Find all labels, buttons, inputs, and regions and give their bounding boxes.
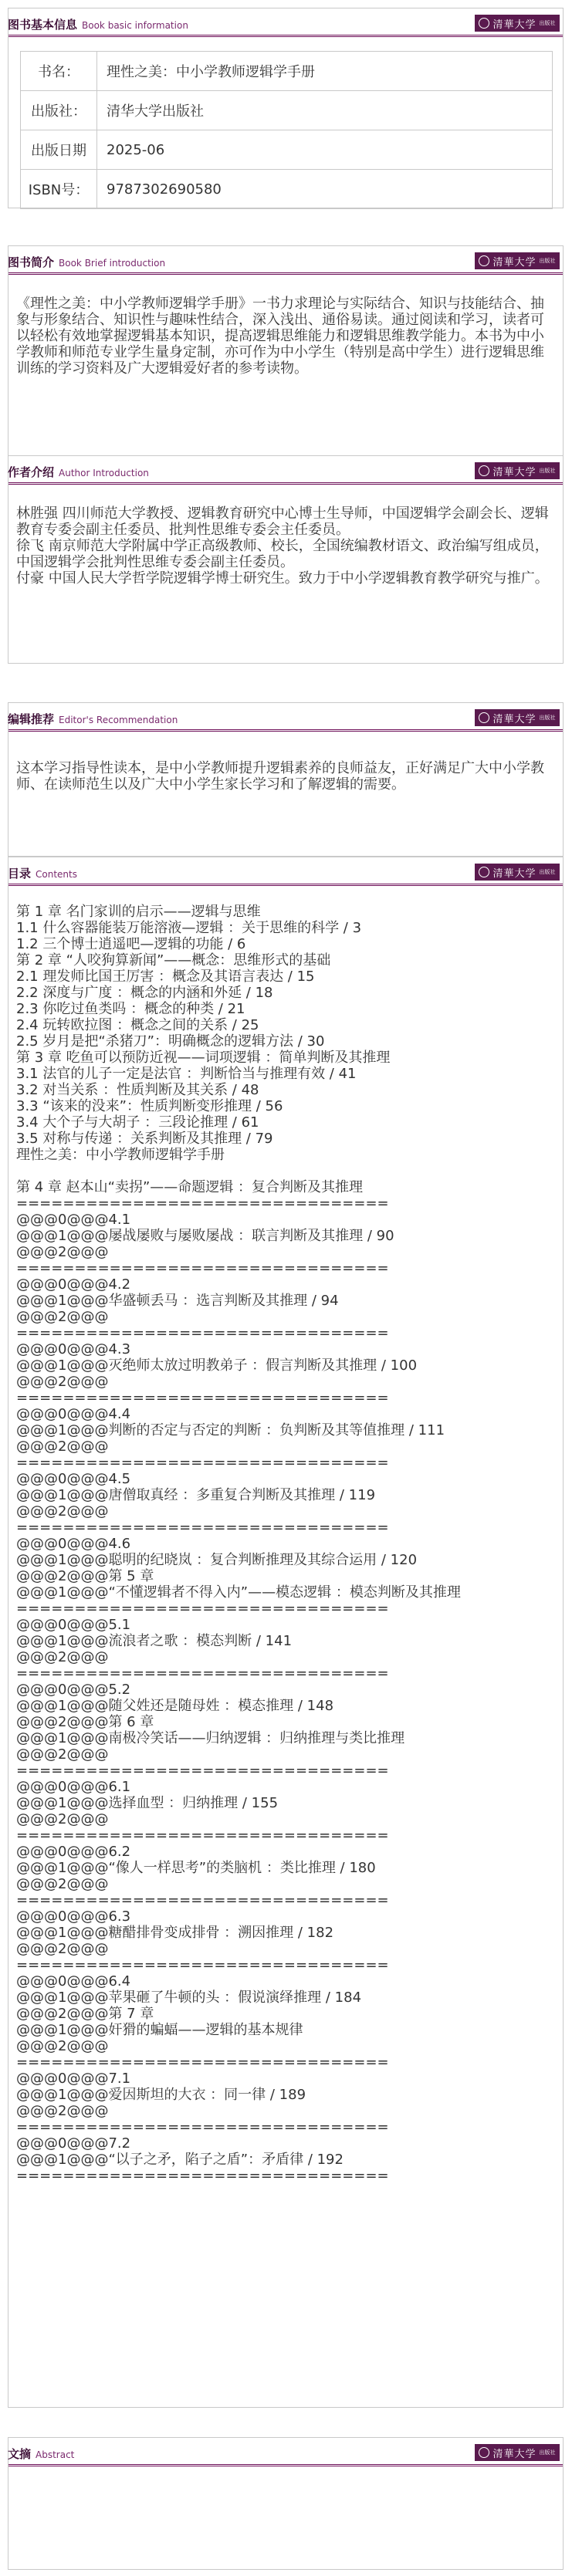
editor-section bbox=[8, 702, 564, 857]
toc-line: @@@1@@@“像人一样思考”的类脑机 ：类比推理 / 180 bbox=[16, 1860, 376, 1876]
seal-icon bbox=[479, 255, 489, 266]
toc-line: @@@0@@@4.3 bbox=[16, 1341, 131, 1357]
toc-line: 3.1 法官的儿子一定是法官 ：判断恰当与推理有效 / 41 bbox=[16, 1066, 357, 1082]
toc-line: 第 2 章 “人咬狗算新闻”——概念：思维形式的基础 bbox=[16, 952, 331, 969]
section-header bbox=[8, 703, 563, 732]
section-title-en: Author Introduction bbox=[59, 468, 149, 478]
section-title-cn: 目录 bbox=[8, 867, 32, 881]
toc-line: @@@1@@@奸猾的蝙蝠——逻辑的基本规律 bbox=[16, 2022, 303, 2038]
section-title-cn: 图书基本信息 bbox=[8, 18, 78, 32]
publisher-logo: 清華大学 出版社 bbox=[475, 864, 560, 881]
info-key: 出版社： bbox=[21, 91, 97, 130]
toc-line: ================================ bbox=[16, 1957, 389, 1973]
section-title bbox=[8, 711, 178, 727]
toc-line: ================================ bbox=[16, 1260, 389, 1276]
seal-icon bbox=[479, 712, 489, 723]
publisher-logo: 清華大学 出版社 bbox=[475, 2444, 560, 2461]
toc-line: @@@2@@@第 7 章 bbox=[16, 2006, 154, 2022]
table-row bbox=[21, 52, 553, 91]
publisher-logo: 清華大学 出版社 bbox=[475, 252, 560, 269]
toc-line: @@@2@@@第 5 章 bbox=[16, 1568, 154, 1584]
toc-line: ================================ bbox=[16, 1455, 389, 1471]
info-value: 2025-06 bbox=[97, 130, 553, 170]
toc-line: @@@1@@@“以子之矛，陷子之盾”：矛盾律 / 192 bbox=[16, 2152, 344, 2168]
toc-line: @@@0@@@6.1 bbox=[16, 1779, 131, 1795]
toc-line: ================================ bbox=[16, 1325, 389, 1341]
toc-line: @@@2@@@第 6 章 bbox=[16, 1714, 154, 1730]
toc-line: @@@1@@@爱因斯坦的大衣 ：同一律 / 189 bbox=[16, 2087, 306, 2103]
toc-line: 2.2 深度与广度 ：概念的内涵和外延 / 18 bbox=[16, 985, 273, 1001]
publisher-logo: 清華大学 出版社 bbox=[475, 462, 560, 479]
section-header bbox=[8, 8, 563, 37]
toc-line: ================================ bbox=[16, 1827, 389, 1844]
toc-line: @@@1@@@苹果砸了牛顿的头 ：假说演绎推理 / 184 bbox=[16, 1989, 362, 2006]
section-title-cn: 文摘 bbox=[8, 2447, 32, 2461]
toc-line: @@@2@@@ bbox=[16, 1941, 109, 1957]
toc-line: @@@1@@@唐僧取真经 ：多重复合判断及其推理 / 119 bbox=[16, 1487, 376, 1503]
toc-line: @@@2@@@ bbox=[16, 1811, 109, 1827]
toc-line: @@@1@@@灭绝师太放过明教弟子 ：假言判断及其推理 / 100 bbox=[16, 1357, 418, 1374]
toc-line: @@@2@@@ bbox=[16, 1649, 109, 1665]
toc-line: @@@0@@@6.2 bbox=[16, 1844, 131, 1860]
section-title-en: Book basic information bbox=[82, 20, 188, 31]
toc-line: @@@0@@@5.2 bbox=[16, 1682, 131, 1698]
toc-line: @@@0@@@4.4 bbox=[16, 1406, 131, 1422]
toc-line: @@@2@@@ bbox=[16, 1503, 109, 1520]
toc-line: 3.3 “该来的没来”：性质判断变形推理 / 56 bbox=[16, 1098, 283, 1114]
toc-line: 2.4 玩转欧拉图 ：概念之间的关系 / 25 bbox=[16, 1017, 259, 1033]
info-value: 清华大学出版社 bbox=[97, 91, 553, 130]
section-title bbox=[8, 865, 77, 881]
publisher-logo: 清華大学 出版社 bbox=[475, 709, 560, 726]
toc-line: @@@0@@@4.5 bbox=[16, 1471, 131, 1487]
toc-line: @@@2@@@ bbox=[16, 2038, 109, 2054]
section-header bbox=[8, 246, 563, 275]
basic-info-section bbox=[8, 8, 564, 208]
toc-line: 2.3 你吃过鱼类吗 ：概念的种类 / 21 bbox=[16, 1001, 245, 1017]
section-title bbox=[8, 464, 149, 480]
section-header bbox=[8, 456, 563, 485]
toc-line: @@@0@@@7.1 bbox=[16, 2071, 131, 2087]
toc-line: @@@1@@@判断的否定与否定的判断 ：负判断及其等值推理 / 111 bbox=[16, 1422, 445, 1438]
toc-line: 3.4 大个子与大胡子 ：三段论推理 / 61 bbox=[16, 1114, 259, 1131]
toc-line: @@@1@@@屡战屡败与屡败屡战 ：联言判断及其推理 / 90 bbox=[16, 1228, 394, 1244]
toc-line: @@@1@@@南极冷笑话——归纳逻辑 ：归纳推理与类比推理 bbox=[16, 1730, 405, 1746]
publisher-logo: 清華大学 出版社 bbox=[475, 15, 560, 32]
editor-text: 这本学习指导性读本，是中小学教师提升逻辑素养的良师益友，正好满足广大中小学教师、在读师范生以及广大中小学生家长学习和了解逻辑的需要。 bbox=[16, 760, 544, 793]
toc-line: 理性之美：中小学教师逻辑学手册 bbox=[16, 1147, 225, 1163]
section-title bbox=[8, 254, 165, 270]
info-key: 出版日期 bbox=[21, 130, 97, 170]
brief-section bbox=[8, 245, 564, 469]
toc-line: ================================ bbox=[16, 1665, 389, 1682]
toc-line: ================================ bbox=[16, 2119, 389, 2135]
info-value: 9787302690580 bbox=[97, 170, 553, 209]
seal-icon bbox=[479, 2447, 489, 2458]
toc-line: 第 4 章 赵本山“卖拐”——命题逻辑 ：复合判断及其推理 bbox=[16, 1179, 363, 1195]
toc-line: ================================ bbox=[16, 2054, 389, 2071]
info-table bbox=[20, 51, 553, 209]
toc-line: @@@0@@@6.4 bbox=[16, 1973, 131, 1989]
toc-line: @@@1@@@选择血型 ：归纳推理 / 155 bbox=[16, 1795, 279, 1811]
section-title-cn: 编辑推荐 bbox=[8, 712, 55, 726]
info-key: ISBN号： bbox=[21, 170, 97, 209]
toc-line: 1.1 什么容器能装万能溶液—逻辑 ：关于思维的科学 / 3 bbox=[16, 920, 362, 936]
toc-line: 2.5 岁月是把“杀猪刀”：明确概念的逻辑方法 / 30 bbox=[16, 1033, 325, 1050]
seal-icon bbox=[479, 867, 489, 877]
toc-line: @@@0@@@4.2 bbox=[16, 1276, 131, 1293]
toc-line: @@@2@@@ bbox=[16, 1309, 109, 1325]
toc-line: 2.1 理发师比国王厉害 ：概念及其语言表达 / 15 bbox=[16, 969, 315, 985]
toc-line: @@@2@@@ bbox=[16, 2103, 109, 2119]
toc-line: @@@2@@@ bbox=[16, 1244, 109, 1260]
table-row bbox=[21, 91, 553, 130]
toc-line: 第 1 章 名门家训的启示——逻辑与思维 bbox=[16, 904, 261, 920]
section-title-en: Contents bbox=[36, 869, 77, 880]
section-header bbox=[8, 2438, 563, 2466]
section-title-cn: 图书简介 bbox=[8, 255, 55, 269]
toc-line: 1.2 三个博士逍遥吧—逻辑的功能 / 6 bbox=[16, 936, 246, 952]
section-title-en: Book Brief introduction bbox=[59, 258, 166, 269]
toc-line: ================================ bbox=[16, 1390, 389, 1406]
section-title bbox=[8, 2446, 74, 2462]
toc-line: @@@0@@@7.2 bbox=[16, 2135, 131, 2152]
toc-line: @@@0@@@6.3 bbox=[16, 1908, 131, 1925]
toc-line: 3.5 对称与传递 ：关系判断及其推理 / 79 bbox=[16, 1131, 273, 1147]
toc-line bbox=[16, 1163, 557, 1179]
toc-line: ================================ bbox=[16, 1763, 389, 1779]
toc-line: @@@0@@@4.1 bbox=[16, 1212, 131, 1228]
toc-line: @@@1@@@流浪者之歌 ：模态判断 / 141 bbox=[16, 1633, 293, 1649]
section-title bbox=[8, 16, 188, 32]
toc-line: @@@1@@@糖醋排骨变成排骨 ：溯因推理 / 182 bbox=[16, 1925, 334, 1941]
toc-line: @@@1@@@华盛顿丢马 ：选言判断及其推理 / 94 bbox=[16, 1293, 339, 1309]
toc-line: @@@0@@@4.6 bbox=[16, 1536, 131, 1552]
abstract-section bbox=[8, 2437, 564, 2570]
section-title-en: Abstract bbox=[36, 2449, 75, 2460]
section-title-cn: 作者介绍 bbox=[8, 465, 55, 479]
toc-line: 3.2 对当关系 ：性质判断及其关系 / 48 bbox=[16, 1082, 259, 1098]
section-header bbox=[8, 857, 563, 886]
contents-list bbox=[16, 904, 557, 2184]
toc-line: @@@2@@@ bbox=[16, 1438, 109, 1455]
section-title-en: Editor's Recommendation bbox=[59, 715, 178, 725]
table-row bbox=[21, 170, 553, 209]
info-value: 理性之美：中小学教师逻辑学手册 bbox=[97, 52, 553, 91]
contents-section bbox=[8, 857, 564, 2408]
toc-line: ================================ bbox=[16, 1601, 389, 1617]
info-key: 书名： bbox=[21, 52, 97, 91]
author-section bbox=[8, 455, 564, 664]
toc-line: ================================ bbox=[16, 1195, 389, 1212]
toc-line: @@@1@@@聪明的纪晓岚 ：复合判断推理及其综合运用 / 120 bbox=[16, 1552, 418, 1568]
toc-line: @@@0@@@5.1 bbox=[16, 1617, 131, 1633]
toc-line: @@@2@@@ bbox=[16, 1374, 109, 1390]
toc-line: ================================ bbox=[16, 2168, 389, 2184]
table-row bbox=[21, 130, 553, 170]
seal-icon bbox=[479, 465, 489, 476]
toc-line: ================================ bbox=[16, 1520, 389, 1536]
toc-line: ================================ bbox=[16, 1892, 389, 1908]
author-text: 林胜强 四川师范大学教授、逻辑教育研究中心博士生导师，中国逻辑学会副会长、逻辑教育专委会副主任委员、批判性思维专委会主任委员。 徐飞 南京师范大学附属中学正高级教师、校长，全国统编教材语文、政治编写组成员，中国逻辑学会批判性思维专委会副主任委员。 付豪 中国人民大学哲学院逻辑学博士研究生。致力于中小学逻辑教育教学研究与推广。 bbox=[16, 505, 549, 587]
toc-line: 第 3 章 吃鱼可以预防近视——词项逻辑 ：简单判断及其推理 bbox=[16, 1050, 391, 1066]
toc-line: @@@2@@@ bbox=[16, 1876, 109, 1892]
brief-text: 《理性之美：中小学教师逻辑学手册》一书力求理论与实际结合、知识与技能结合、抽象与形象结合、知识性与趣味性结合，深入浅出、通俗易读。通过阅读和学习，读者可以轻松有效地掌握逻辑基本知识，提高逻辑思维能力和逻辑思维教学能力。本书为中小学教师和师范专业学生量身定制，亦可作为中小学生（特别是高中学生）进行逻辑思维训练的学习资料及广大逻辑爱好者的参考读物。 bbox=[16, 296, 544, 377]
seal-icon bbox=[479, 18, 489, 29]
toc-line: @@@1@@@随父姓还是随母姓 ：模态推理 / 148 bbox=[16, 1698, 334, 1714]
toc-line: @@@1@@@“不懂逻辑者不得入内”——模态逻辑 ：模态判断及其推理 bbox=[16, 1584, 461, 1601]
toc-line: @@@2@@@ bbox=[16, 1746, 109, 1763]
